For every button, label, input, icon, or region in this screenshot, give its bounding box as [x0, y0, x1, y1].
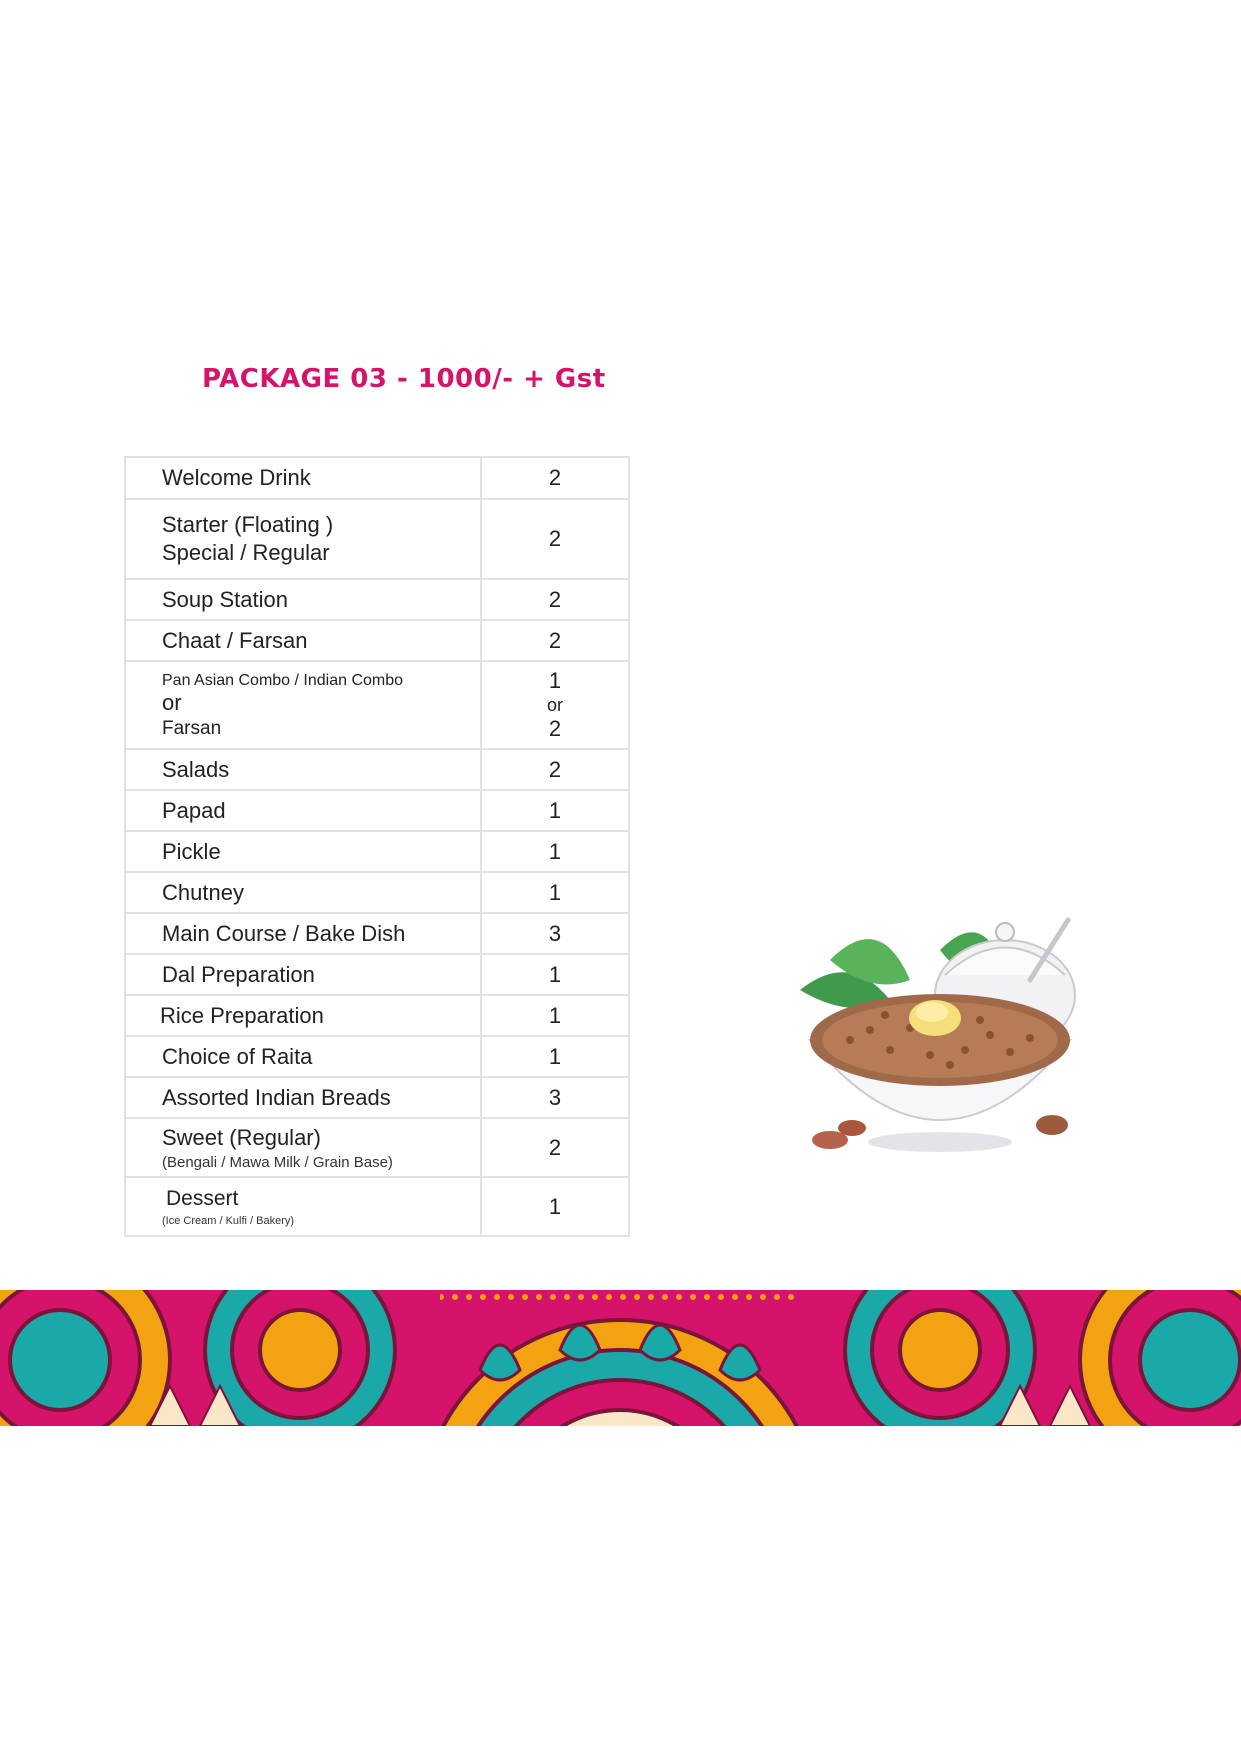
table-row	[125, 872, 629, 913]
item-note: (Ice Cream / Kulfi / Bakery)	[162, 1214, 295, 1227]
item-qty: 1	[481, 1036, 629, 1077]
item-qty: 1	[481, 831, 629, 872]
item-label: Salads	[125, 749, 481, 790]
item-qty: 2	[481, 1118, 629, 1177]
item-qty-or: or	[546, 695, 563, 715]
item-label-or: or	[162, 690, 182, 715]
table-row	[125, 790, 629, 831]
item-label-main: Dessert	[166, 1186, 239, 1210]
table-row	[125, 1118, 629, 1177]
item-label: Welcome Drink	[125, 457, 481, 499]
item-label	[125, 1177, 481, 1236]
table-row	[125, 913, 629, 954]
item-label	[125, 1118, 481, 1177]
item-qty: 2	[481, 579, 629, 620]
table-row	[125, 995, 629, 1036]
item-label-line2: Farsan	[162, 718, 222, 739]
table-row	[125, 749, 629, 790]
item-label-main: Sweet (Regular)	[162, 1124, 321, 1150]
item-label: Soup Station	[125, 579, 481, 620]
item-note: (Bengali / Mawa Milk / Grain Base)	[162, 1153, 393, 1171]
item-label	[125, 661, 481, 749]
item-label: Chaat / Farsan	[125, 620, 481, 661]
item-label-line2: Special / Regular	[162, 540, 330, 565]
menu-table	[124, 456, 630, 1237]
item-label: Chutney	[125, 872, 481, 913]
table-row	[125, 579, 629, 620]
item-qty-2: 2	[548, 716, 562, 741]
item-label-line1: Starter (Floating )	[162, 512, 334, 537]
table-row	[125, 499, 629, 579]
item-label	[125, 499, 481, 579]
mandala-banner	[0, 1290, 1241, 1426]
item-qty: 1	[481, 872, 629, 913]
item-label: Rice Preparation	[125, 995, 481, 1036]
item-qty-1: 1	[548, 668, 562, 693]
table-row	[125, 620, 629, 661]
table-row	[125, 1177, 629, 1236]
table-row	[125, 661, 629, 749]
item-qty: 2	[481, 499, 629, 579]
item-label: Assorted Indian Breads	[125, 1077, 481, 1118]
item-qty: 1	[481, 1177, 629, 1236]
item-qty: 1	[481, 790, 629, 831]
table-row	[125, 954, 629, 995]
item-label: Choice of Raita	[125, 1036, 481, 1077]
item-qty: 1	[481, 995, 629, 1036]
item-qty: 3	[481, 913, 629, 954]
table-row	[125, 831, 629, 872]
item-label: Pickle	[125, 831, 481, 872]
table-row	[125, 457, 629, 499]
item-qty: 2	[481, 457, 629, 499]
item-qty: 3	[481, 1077, 629, 1118]
item-label: Main Course / Bake Dish	[125, 913, 481, 954]
item-qty: 2	[481, 749, 629, 790]
item-qty	[481, 661, 629, 749]
item-qty: 2	[481, 620, 629, 661]
table-row	[125, 1077, 629, 1118]
item-label-line1: Pan Asian Combo / Indian Combo	[162, 672, 404, 689]
item-qty: 1	[481, 954, 629, 995]
package-title: PACKAGE 03 - 1000/- + Gst	[202, 364, 606, 394]
dal-bowl-illustration	[790, 880, 1090, 1170]
item-label: Dal Preparation	[125, 954, 481, 995]
table-row	[125, 1036, 629, 1077]
item-label: Papad	[125, 790, 481, 831]
